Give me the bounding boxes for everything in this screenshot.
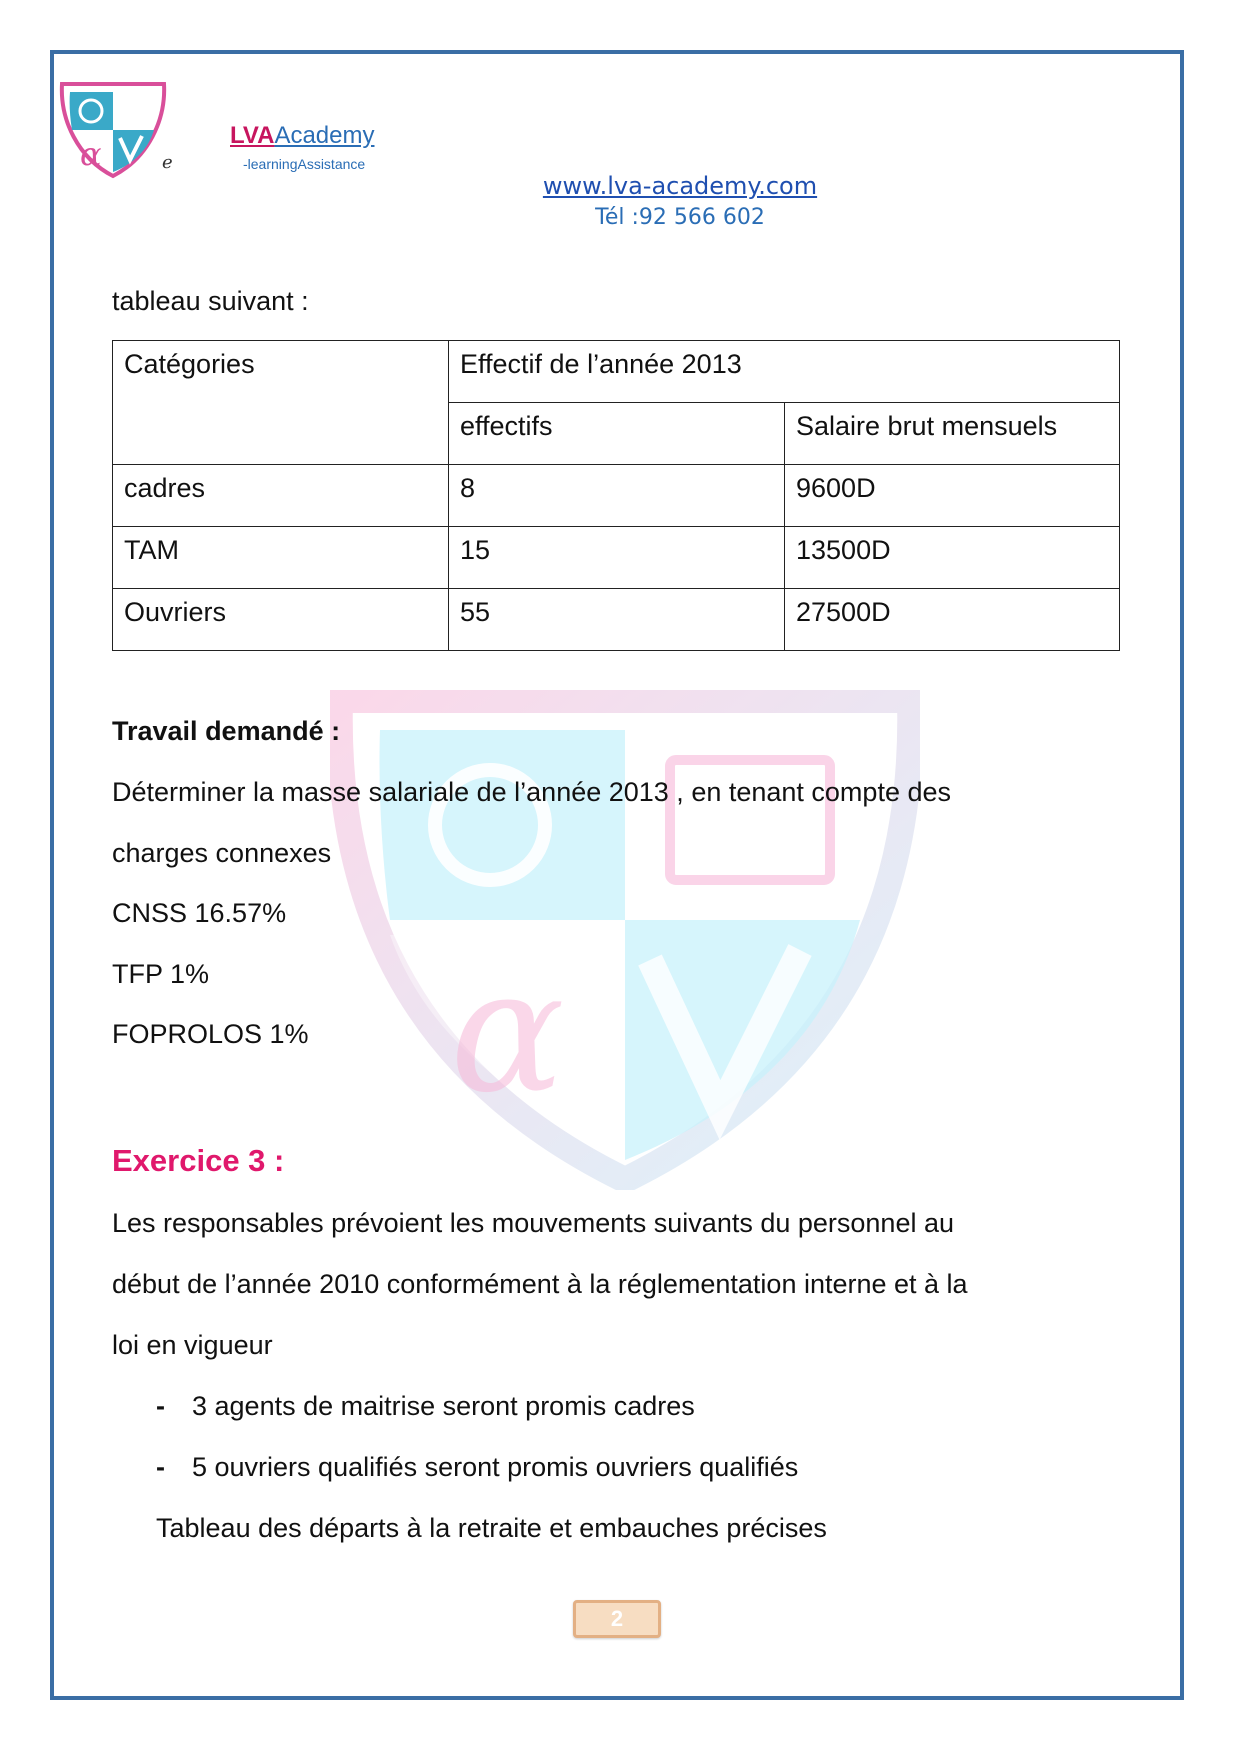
table-row xyxy=(113,589,1120,651)
lva-shield-logo xyxy=(58,80,168,180)
travail-title: Travail demandé : xyxy=(112,716,341,746)
watermark-shield-logo xyxy=(330,690,920,1190)
website-link[interactable]: www.lva-academy.com xyxy=(542,172,818,200)
cell-salaire: 13500D xyxy=(785,527,1120,589)
cell-effectif: 8 xyxy=(449,465,785,527)
cell-effectif: 15 xyxy=(449,527,785,589)
header-categories: Catégories xyxy=(113,341,449,465)
cell-categorie: Ouvriers xyxy=(113,589,449,651)
cell-salaire: 27500D xyxy=(785,589,1120,651)
bullet-1: 3 agents de maitrise seront promis cadres xyxy=(192,1391,695,1421)
brand-academy: Academy xyxy=(274,122,375,149)
charge-tfp: TFP 1% xyxy=(112,959,210,989)
header-group: Effectif de l’année 2013 xyxy=(449,341,1120,403)
exercise-3-line-2: début de l’année 2010 conformément à la réglementation interne et à la xyxy=(112,1269,968,1299)
page-number-badge: 2 xyxy=(573,1600,661,1638)
logo-e-letter: e xyxy=(162,152,173,173)
svg-text:α: α xyxy=(80,135,102,173)
bullet-marker: - xyxy=(156,1391,165,1421)
table-header-row xyxy=(113,341,1120,403)
table-row xyxy=(113,527,1120,589)
intro-text: tableau suivant : xyxy=(112,286,309,316)
svg-text:α: α xyxy=(450,933,565,1131)
exercise-3-title: Exercice 3 : xyxy=(112,1143,285,1178)
cell-categorie: TAM xyxy=(113,527,449,589)
brand-subtitle: -learningAssistance xyxy=(243,156,366,172)
staff-table xyxy=(112,340,1120,651)
header-salaire: Salaire brut mensuels xyxy=(785,403,1120,465)
table-row xyxy=(113,465,1120,527)
telephone: Tél :92 566 602 xyxy=(595,205,765,230)
travail-line-1: Déterminer la masse salariale de l’année 2013 , en tenant compte des xyxy=(112,777,951,807)
cell-salaire: 9600D xyxy=(785,465,1120,527)
cell-categorie: cadres xyxy=(113,465,449,527)
exercise-3-line-1: Les responsables prévoient les mouvements suivants du personnel au xyxy=(112,1208,954,1238)
bullet-marker: - xyxy=(156,1452,165,1482)
exercise-3-footer-line: Tableau des départs à la retraite et embauches précises xyxy=(156,1513,827,1543)
charge-cnss: CNSS 16.57% xyxy=(112,898,287,928)
travail-line-2: charges connexes xyxy=(112,838,332,868)
brand-lva: LVA xyxy=(230,122,275,149)
exercise-3-line-3: loi en vigueur xyxy=(112,1330,273,1360)
bullet-2: 5 ouvriers qualifiés seront promis ouvriers qualifiés xyxy=(192,1452,799,1482)
cell-effectif: 55 xyxy=(449,589,785,651)
brand-name xyxy=(230,122,374,150)
header-effectifs: effectifs xyxy=(449,403,785,465)
charge-foprolos: FOPROLOS 1% xyxy=(112,1019,309,1049)
